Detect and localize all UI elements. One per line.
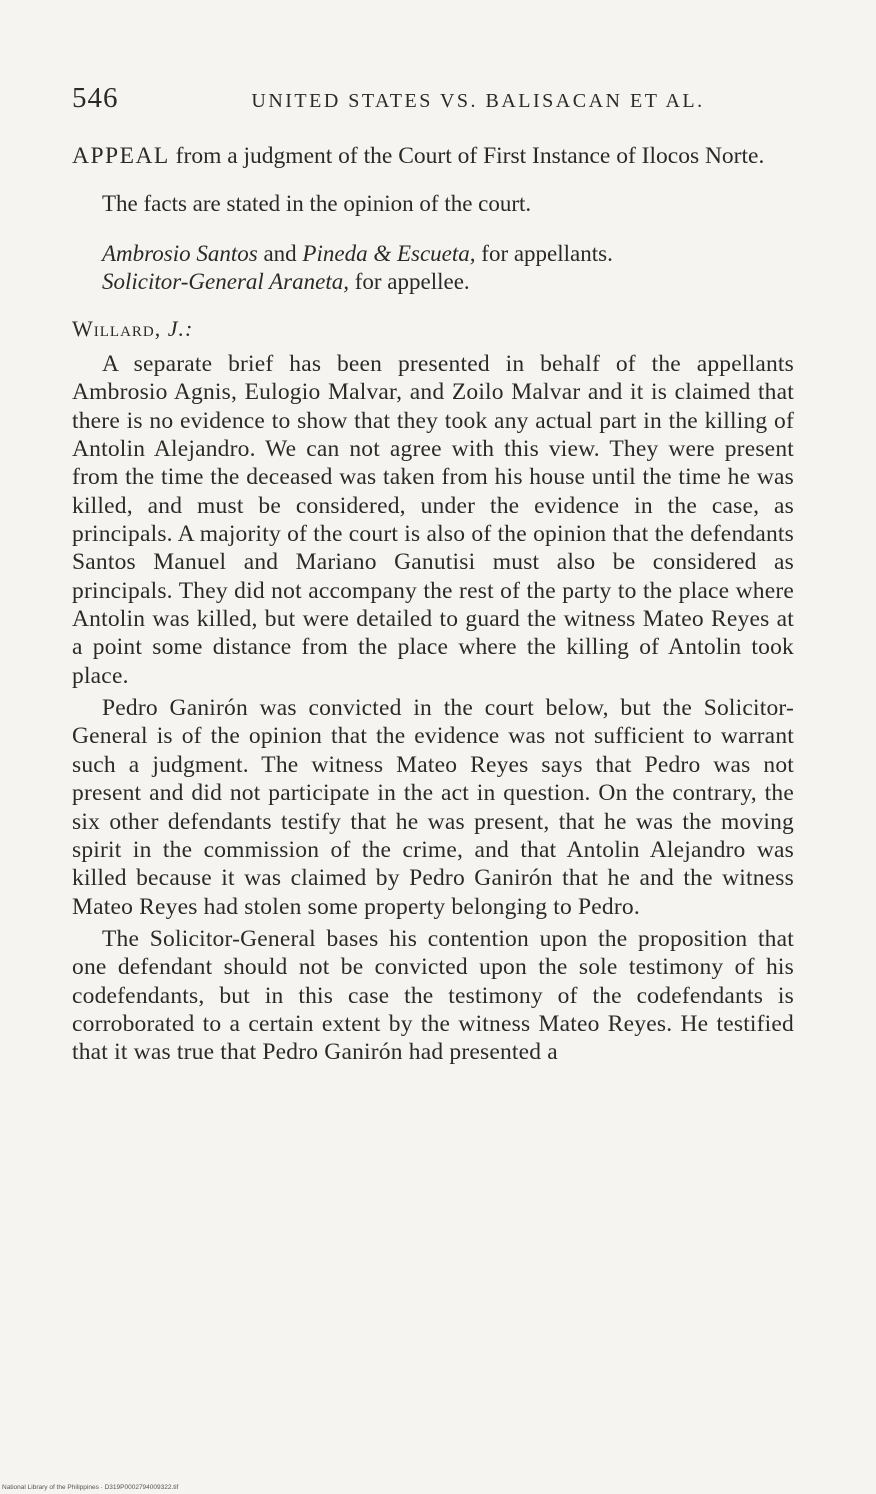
counsel-conjunction: and: [257, 241, 303, 266]
counsel-appellants: [102, 240, 794, 268]
opinion-paragraph: The Solicitor-General bases his contention upon the proposition that one defendant should not be convicted upon the sole testimony of his codefendants, but in this case the testimony of the codefendants is corroborated to a certain extent by the witness Mateo Reyes. He testified that it was true that Pedro Ganirón had presented a: [72, 925, 794, 1066]
appeal-text: from a judgment of the Court of First Instance of Ilocos Norte.: [169, 143, 765, 169]
counsel-role: for appellants.: [475, 241, 613, 266]
justice-title: J.:: [161, 316, 194, 341]
scan-footer: National Library of the Philippines · D319P0002794009322.tif: [2, 1484, 179, 1491]
counsel-name: Ambrosio Santos: [102, 241, 258, 266]
running-title: UNITED STATES VS. BALISACAN ET AL.: [251, 90, 705, 112]
counsel-role: for appellee.: [348, 269, 470, 294]
opinion-paragraph: A separate brief has been presented in behalf of the appellants Ambrosio Agnis, Eulogio Malvar, and Zoilo Malvar and it is claimed that there is no evidence to show that they took any actual part in the killing of Antolin Alejandro. We can not agree with this view. They were present from the time the deceased was taken from his house until the time he was killed, and must be considered, under the evidence in the case, as principals. A majority of the court is also of the opinion that the defendants Santos Manuel and Mariano Ganutisi must also be considered as principals. They did not accompany the rest of the party to the place where Antolin was killed, but were detailed to guard the witness Mateo Reyes at a point some distance from the place where the killing of Antolin took place.: [72, 351, 794, 689]
counsel-name: Pineda & Escueta,: [302, 241, 476, 266]
appeal-lead: APPEAL: [72, 143, 170, 169]
page-number: 546: [72, 82, 119, 114]
appeal-statement: [72, 142, 794, 170]
document-page: [72, 82, 794, 1067]
justice-heading: [72, 316, 794, 342]
counsel-name: Solicitor-General Araneta,: [102, 269, 349, 294]
facts-statement: The facts are stated in the opinion of the court.: [102, 191, 532, 216]
counsel-appellee: [102, 268, 794, 296]
justice-name: Willard,: [72, 316, 162, 341]
page-header: [72, 82, 794, 128]
opinion-paragraph: Pedro Ganirón was convicted in the court below, but the Solicitor-General is of the opinion that the evidence was not sufficient to warrant such a judgment. The witness Mateo Reyes says that Pedro was not present and did not participate in the act in question. On the contrary, the six other defendants testify that he was present, that he was the moving spirit in the commission of the crime, and that Antolin Alejandro was killed because it was claimed by Pedro Ganirón that he and the witness Mateo Reyes had stolen some property belonging to Pedro.: [72, 695, 794, 920]
counsel-block: [102, 240, 794, 296]
